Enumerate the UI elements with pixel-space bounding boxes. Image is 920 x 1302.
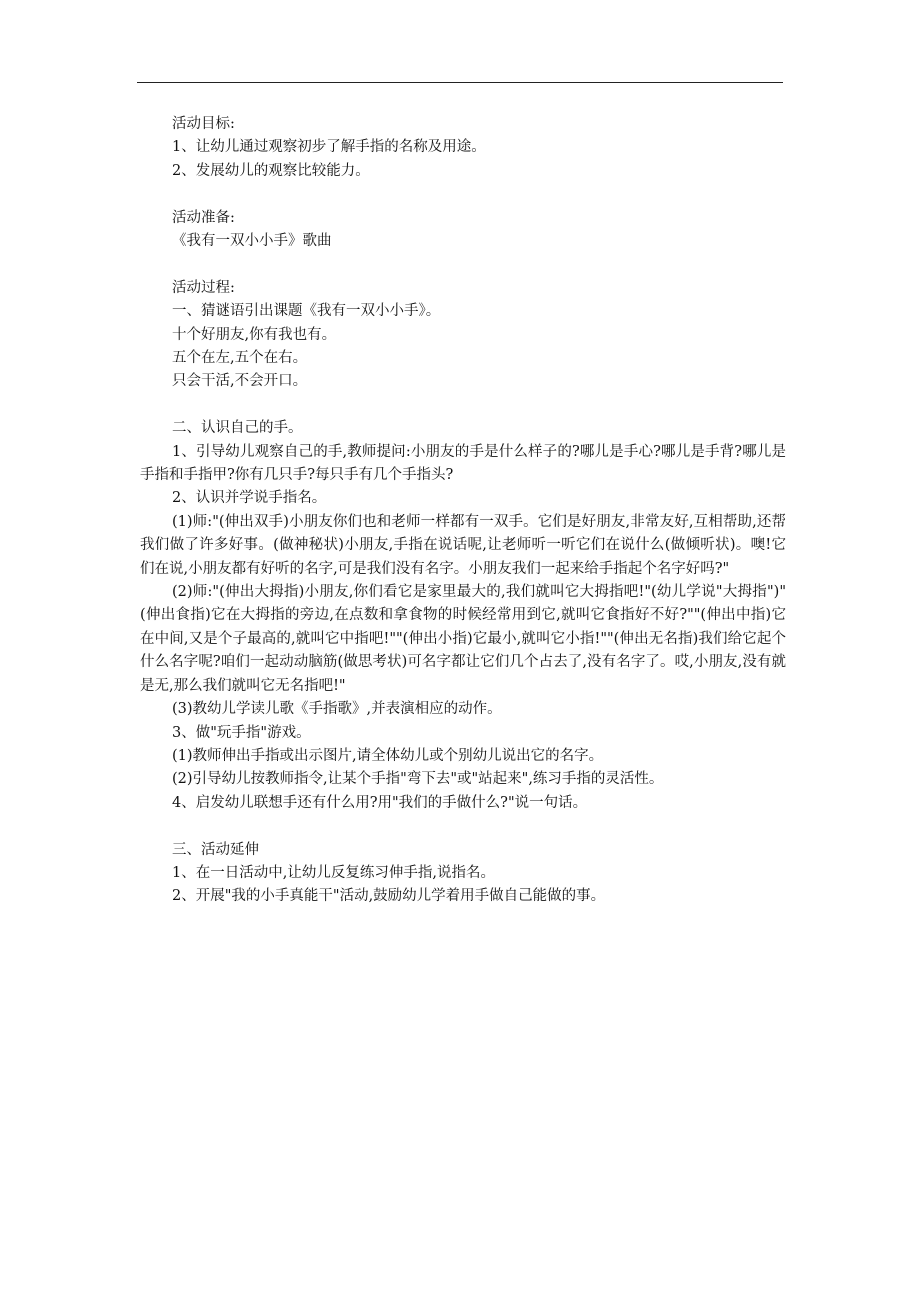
paragraph: (2)引导幼儿按教师指令,让某个手指"弯下去"或"站起来",练习手指的灵活性。 bbox=[172, 771, 664, 788]
heading-know-hands: 二、认识自己的手。 bbox=[172, 420, 303, 437]
section-extension bbox=[140, 839, 786, 909]
paragraph: (3)教幼儿学读儿歌《手指歌》,并表演相应的动作。 bbox=[172, 701, 502, 718]
extension-item: 1、在一日活动中,让幼儿反复练习伸手指,说指名。 bbox=[172, 864, 495, 881]
header-rule bbox=[137, 82, 783, 83]
paragraph: 3、做"玩手指"游戏。 bbox=[172, 724, 311, 741]
paragraph: 4、启发幼儿联想手还有什么用?用"我们的手做什么?"说一句话。 bbox=[172, 794, 588, 811]
paragraph: (1)师:"(伸出双手)小朋友你们也和老师一样都有一双手。它们是好朋友,非常友好,互相帮助,还帮我们做了许多好事。(做神秘状)小朋友,手指在说话呢,让老师听一听它们在说什么(做倾听状)。噢!它们在说,小朋友都有好听的名字,可是我们没有名字。小朋友我们一起来给手指起个名字好吗?" bbox=[140, 513, 786, 577]
extension-item: 2、开展"我的小手真能干"活动,鼓励幼儿学着用手做自己能做的事。 bbox=[172, 888, 606, 905]
heading-goals: 活动目标: bbox=[172, 116, 235, 132]
section-know-hands bbox=[140, 417, 786, 815]
paragraph: (1)教师伸出手指或出示图片,请全体幼儿或个别幼儿说出它的名字。 bbox=[172, 747, 604, 764]
preparation-item: 《我有一双小小手》歌曲 bbox=[172, 233, 332, 250]
section-goals bbox=[140, 113, 786, 183]
document-body bbox=[140, 113, 786, 909]
section-preparation bbox=[140, 207, 786, 254]
process-step: 一、猜谜语引出课题《我有一双小小手》。 bbox=[172, 303, 441, 320]
riddle-line: 只会干活,不会开口。 bbox=[172, 373, 308, 390]
spacer bbox=[140, 394, 786, 417]
section-process bbox=[140, 277, 786, 394]
goal-item: 2、发展幼儿的观察比较能力。 bbox=[172, 162, 370, 179]
paragraph: 2、认识并学说手指名。 bbox=[172, 490, 327, 507]
heading-preparation: 活动准备: bbox=[172, 209, 235, 226]
spacer bbox=[140, 253, 786, 276]
paragraph: (2)师:"(伸出大拇指)小朋友,你们看它是家里最大的,我们就叫它大拇指吧!"(幼儿学说"大拇指")"(伸出食指)它在大拇指的旁边,在点数和拿食物的时候经常用到它,就叫它食指好不好?""(伸出中指)它在中间,又是个子最高的,就叫它中指吧!""(伸出小指)它最小,就叫它小指!""(伸出无名指)我们给它起个什么名字呢?咱们一起动动脑筋(做思考状)可名字都让它们几个占去了,没有名字了。哎,小朋友,没有就是无,那么我们就叫它无名指吧!" bbox=[140, 584, 786, 694]
heading-process: 活动过程: bbox=[172, 279, 235, 296]
paragraph: 1、引导幼儿观察自己的手,教师提问:小朋友的手是什么样子的?哪儿是手心?哪儿是手背?哪儿是手指和手指甲?你有几只手?每只手有几个手指头? bbox=[140, 443, 786, 484]
riddle-line: 五个在左,五个在右。 bbox=[172, 350, 308, 367]
goal-item: 1、让幼儿通过观察初步了解手指的名称及用途。 bbox=[172, 139, 486, 156]
spacer bbox=[140, 183, 786, 206]
riddle-line: 十个好朋友,你有我也有。 bbox=[172, 326, 337, 343]
spacer bbox=[140, 815, 786, 838]
heading-extension: 三、活动延伸 bbox=[172, 841, 259, 858]
